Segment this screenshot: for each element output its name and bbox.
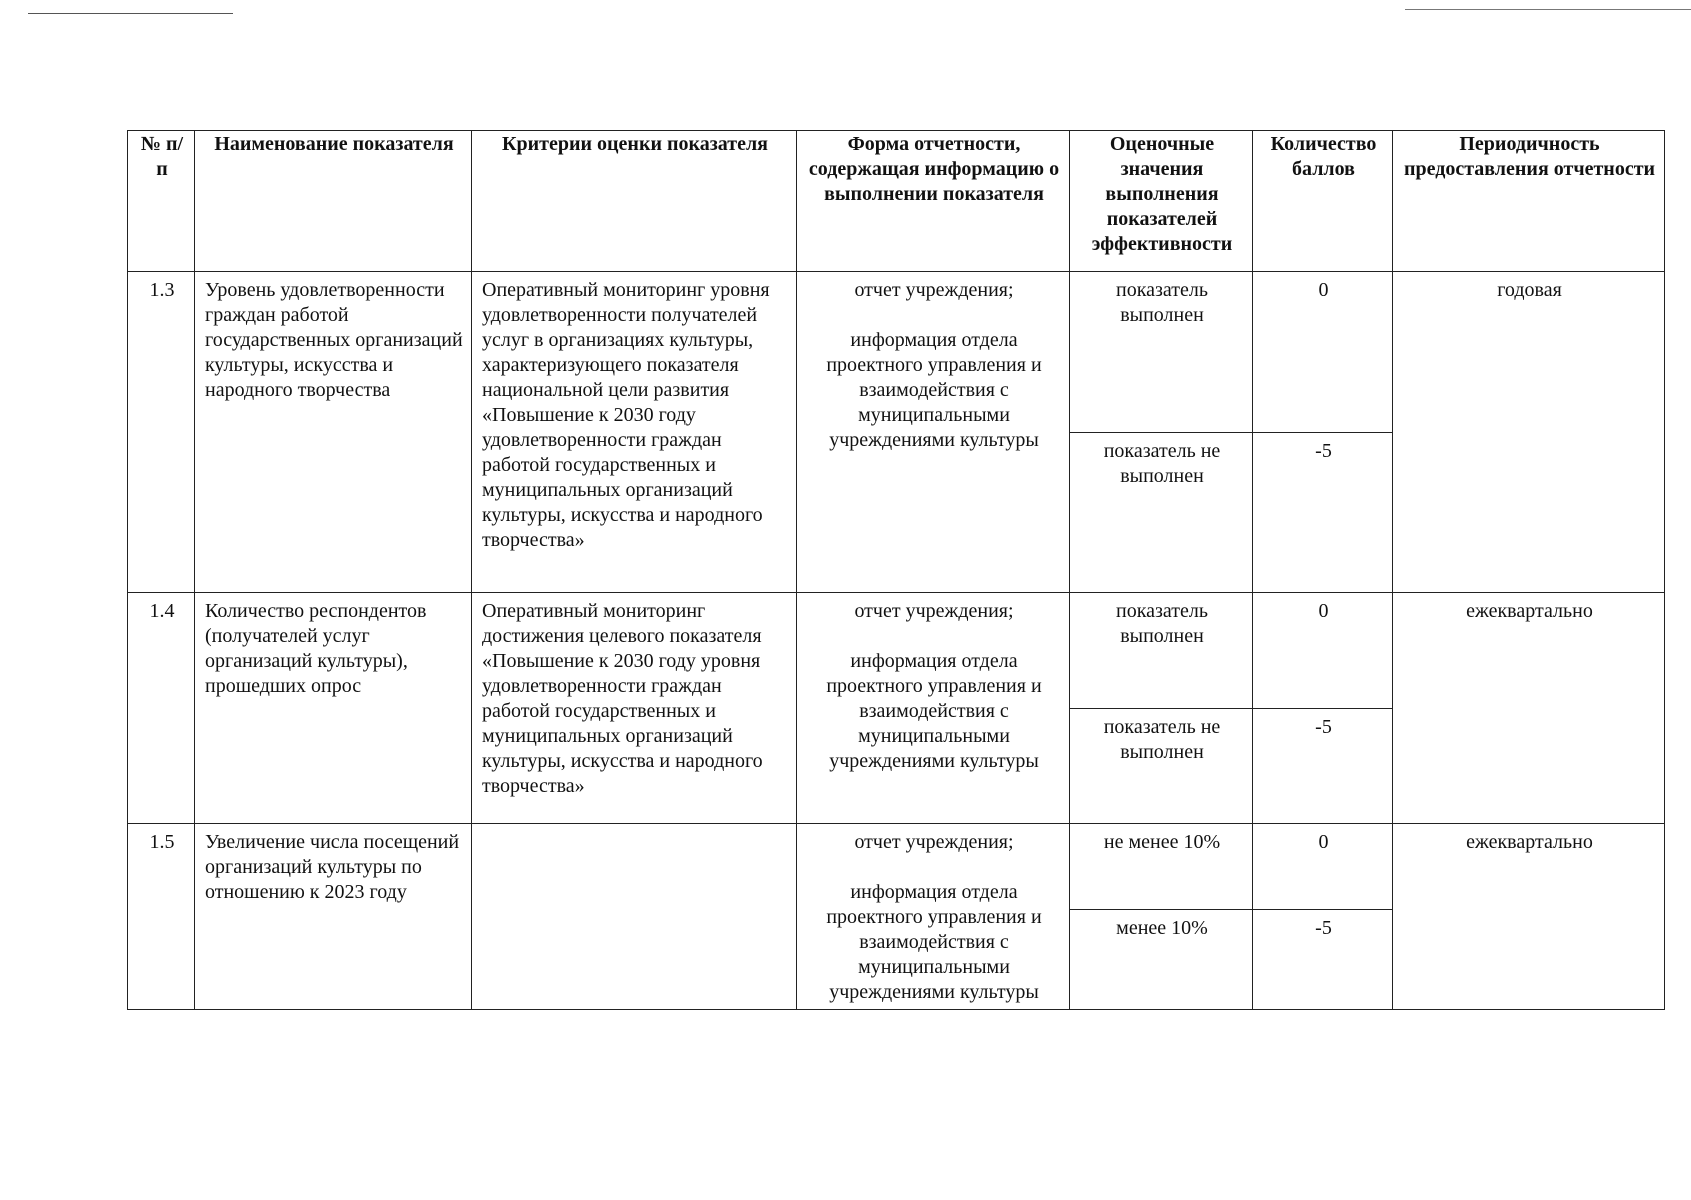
criteria-text [472,824,797,1010]
header-periodicity: Периодичность предоставления отчетности [1393,131,1665,272]
periodicity: ежеквартально [1393,824,1665,1010]
score-met: 0 [1253,824,1393,910]
header-row [128,131,1665,272]
eval-value-met: показатель выполнен [1070,593,1253,709]
report-form [797,272,1070,593]
report-form [797,593,1070,824]
report-form [797,824,1070,1010]
scan-edge-line-left [28,13,233,14]
eval-value-min: не менее 10% [1070,824,1253,910]
table-row-1-3 [128,272,1665,433]
report-line-1: отчет учреждения; [854,279,1014,301]
eval-value-met: показатель выполнен [1070,272,1253,433]
header-score: Количество баллов [1253,131,1393,272]
row-number: 1.4 [128,593,195,824]
header-eval-values: Оценочные значения выполнения показателей эффективности [1070,131,1253,272]
scan-edge-line-right [1405,9,1691,10]
table-row-1-4 [128,593,1665,709]
criteria-text: Оперативный мониторинг уровня удовлетворенности получателей услуг в организациях культуры, характеризующего показателя национальной цели развития «Повышение к 2030 году удовлетворенности граждан работой государственных и муниципальных организаций культуры, искусства и народного творчества» [472,272,797,593]
score-not-met: -5 [1253,709,1393,824]
indicator-name: Увеличение числа посещений организаций культуры по отношению к 2023 году [195,824,472,1010]
header-criteria: Критерии оценки показателя [472,131,797,272]
eval-value-not-met: показатель не выполнен [1070,709,1253,824]
criteria-text: Оперативный мониторинг достижения целевого показателя «Повышение к 2030 году уровня удовлетворенности граждан работой государственных и муниципальных организаций культуры, искусства и народного творчества» [472,593,797,824]
report-line-1: отчет учреждения; [854,831,1014,853]
report-line-2: информация отдела проектного управления и взаимодействия с муниципальными учреждениями культуры [826,329,1042,451]
eval-value-below: менее 10% [1070,909,1253,1009]
report-line-1: отчет учреждения; [854,600,1014,622]
report-line-2: информация отдела проектного управления и взаимодействия с муниципальными учреждениями культуры [826,650,1042,772]
row-number: 1.3 [128,272,195,593]
indicator-name: Уровень удовлетворенности граждан работой государственных организаций культуры, искусства и народного творчества [195,272,472,593]
header-num: № п/п [128,131,195,272]
report-line-2: информация отдела проектного управления и взаимодействия с муниципальными учреждениями культуры [826,881,1042,1003]
score-not-met: -5 [1253,433,1393,593]
periodicity: ежеквартально [1393,593,1665,824]
score-not-met: -5 [1253,909,1393,1009]
kpi-table [127,130,1665,1010]
eval-value-not-met: показатель не выполнен [1070,433,1253,593]
periodicity: годовая [1393,272,1665,593]
score-met: 0 [1253,593,1393,709]
indicator-name: Количество респондентов (получателей услуг организаций культуры), прошедших опрос [195,593,472,824]
score-met: 0 [1253,272,1393,433]
table-row-1-5 [128,824,1665,910]
header-name: Наименование показателя [195,131,472,272]
header-report-form: Форма отчетности, содержащая информацию о выполнении показателя [797,131,1070,272]
row-number: 1.5 [128,824,195,1010]
